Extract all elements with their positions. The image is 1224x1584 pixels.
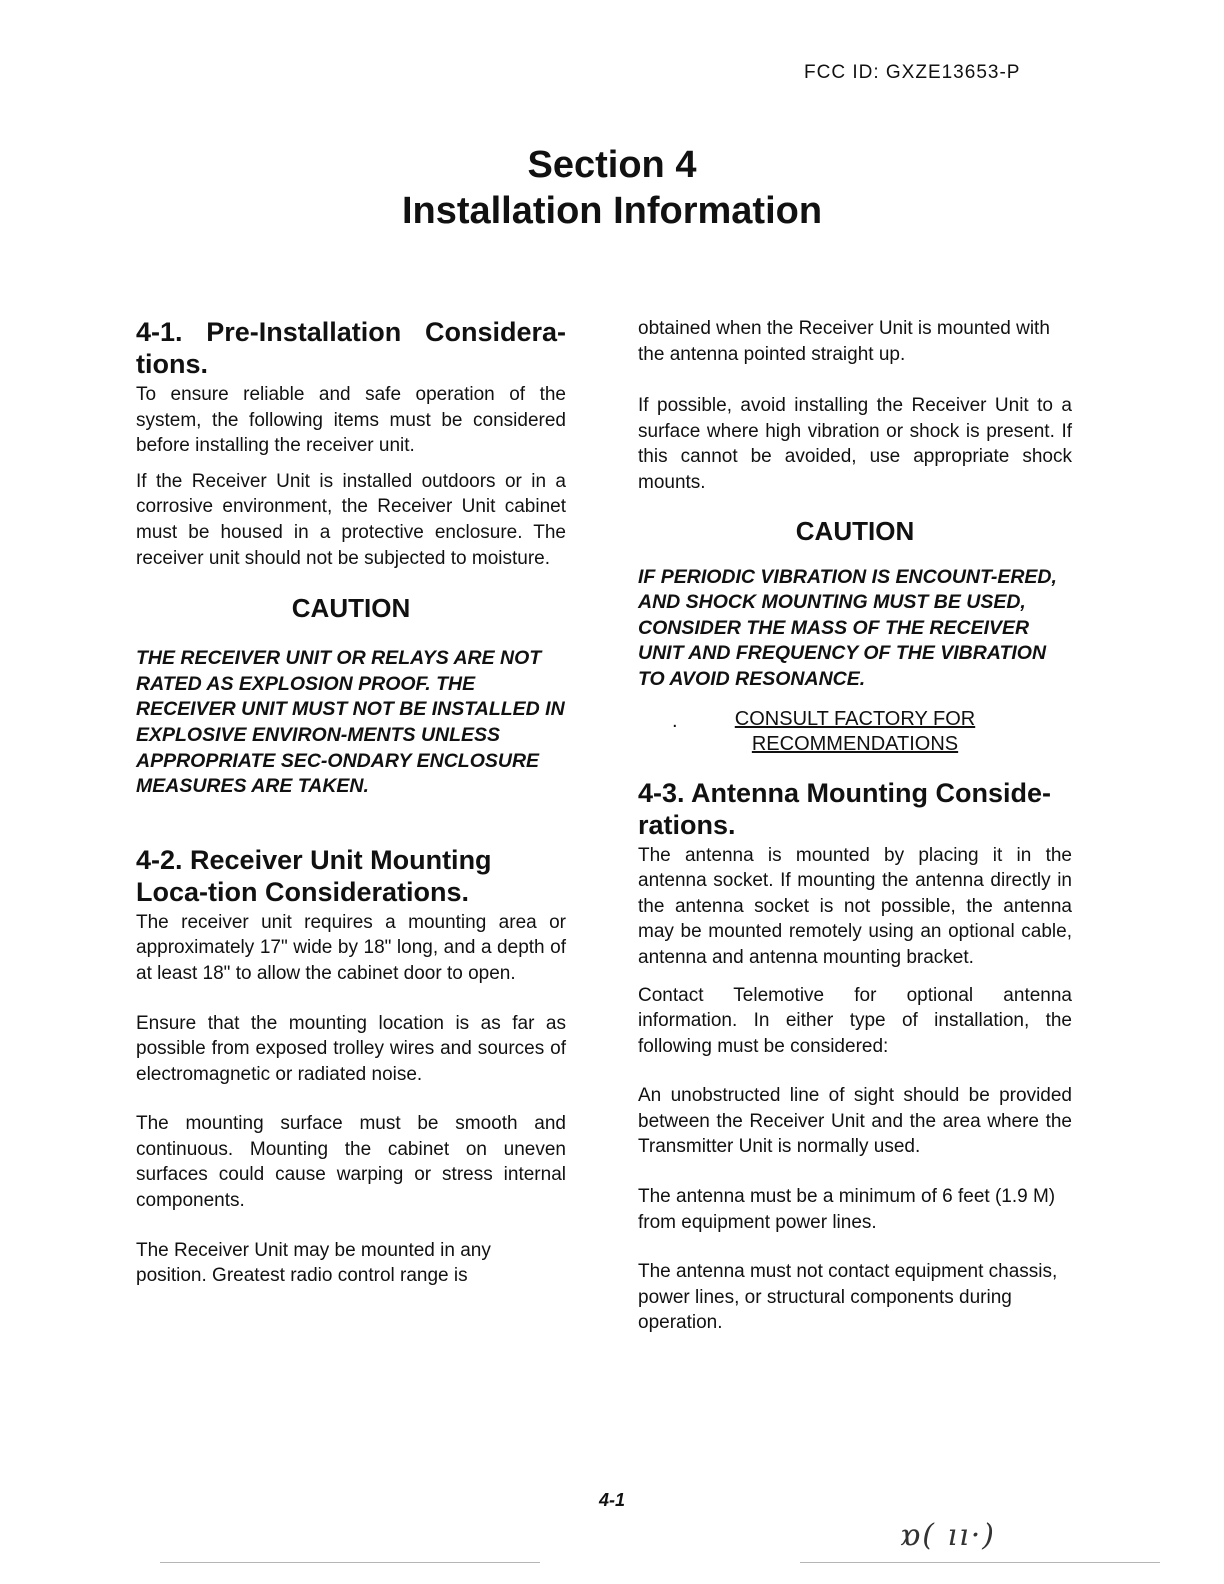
paragraph-4-3-line-of-sight: An unobstructed line of sight should be provided between the Receiver Unit and the area where the Transmitter Unit is normally used. <box>638 1085 1072 1158</box>
paragraph-4-1-intro: To ensure reliable and safe operation of the system, the following items must be considered before installing the receiver unit. <box>136 384 566 457</box>
consult-line-2: RECOMMENDATIONS <box>751 732 959 755</box>
paragraph-4-3-contact: Contact Telemotive for optional antenna information. In either type of installation, the following must be considered: <box>638 984 1072 1057</box>
section-number: Section 4 <box>527 144 697 186</box>
paragraph-4-2-position: The Receiver Unit may be mounted in any position. Greatest radio control range is <box>136 1239 491 1287</box>
left-column <box>136 316 566 1289</box>
caution-label: CAUTION <box>795 515 915 546</box>
paragraph-4-2-continued: obtained when the Receiver Unit is mounted with the antenna pointed straight up. <box>638 318 1050 365</box>
fcc-id-header: FCC ID: GXZE13653-P <box>804 62 1021 83</box>
bullet-mark: . <box>672 709 678 732</box>
paragraph-4-1-outdoors: If the Receiver Unit is installed outdoors or in a corrosive environment, the Receiver Unit cabinet must be housed in a protective enclosure. The receiver unit should not be subjected to moisture. <box>136 470 566 569</box>
caution-explosion-text: THE RECEIVER UNIT OR RELAYS ARE NOT RATED AS EXPLOSION PROOF. THE RECEIVER UNIT MUST NOT BE INSTALLED IN EXPLOSIVE ENVIRON-MENTS UNLESS APPROPRIATE SEC-ONDARY ENCLOSURE MEASURES ARE TAKEN. <box>136 647 565 798</box>
right-column <box>638 316 1072 1336</box>
heading-4-3: 4-3. Antenna Mounting Conside-rations. <box>638 777 1051 840</box>
paragraph-4-3-mounting: The antenna is mounted by placing it in the antenna socket. If mounting the antenna directly in the antenna socket is not possible, the antenna may be mounted remotely using an optional cable, antenna and antenna mounting bracket. <box>638 844 1072 968</box>
paragraph-4-2-area: The receiver unit requires a mounting area or approximately 17" wide by 18" long, and a depth of at least 18" to allow the cabinet door to open. <box>136 911 566 984</box>
scan-artifact-line <box>160 1562 540 1563</box>
paragraph-4-2-vibration: If possible, avoid installing the Receiver Unit to a surface where high vibration or shock is present. If this cannot be avoided, use appropriate shock mounts. <box>638 395 1072 493</box>
consult-line-1: CONSULT FACTORY FOR <box>734 707 976 730</box>
section-title: Installation Information <box>401 190 823 232</box>
consult-factory-note <box>638 707 1072 757</box>
heading-4-2: 4-2. Receiver Unit Mounting Loca-tion Considerations. <box>136 844 492 907</box>
scan-artifact-line <box>800 1562 1160 1563</box>
caution-vibration-text: IF PERIODIC VIBRATION IS ENCOUNT-ERED, AND SHOCK MOUNTING MUST BE USED, CONSIDER THE MASS OF THE RECEIVER UNIT AND FREQUENCY OF THE VIBRATION TO AVOID RESONANCE. <box>638 565 1057 690</box>
page-title <box>0 142 1224 234</box>
caution-label: CAUTION <box>291 593 411 624</box>
paragraph-4-3-contact-chassis: The antenna must not contact equipment chassis, power lines, or structural components during operation. <box>638 1261 1058 1334</box>
paragraph-4-2-location: Ensure that the mounting location is as far as possible from exposed trolley wires and sources of electromagnetic or radiated noise. <box>136 1012 566 1085</box>
handwritten-initials: ɒ( ıı·) <box>900 1518 996 1553</box>
paragraph-4-2-surface: The mounting surface must be smooth and continuous. Mounting the cabinet on uneven surfaces could cause warping or stress internal components. <box>136 1113 566 1212</box>
heading-4-1: 4-1. Pre-Installation Considera-tions. <box>136 317 566 379</box>
paragraph-4-3-power-lines: The antenna must be a minimum of 6 feet (1.9 M) from equipment power lines. <box>638 1186 1056 1233</box>
page-number: 4-1 <box>598 1490 625 1510</box>
